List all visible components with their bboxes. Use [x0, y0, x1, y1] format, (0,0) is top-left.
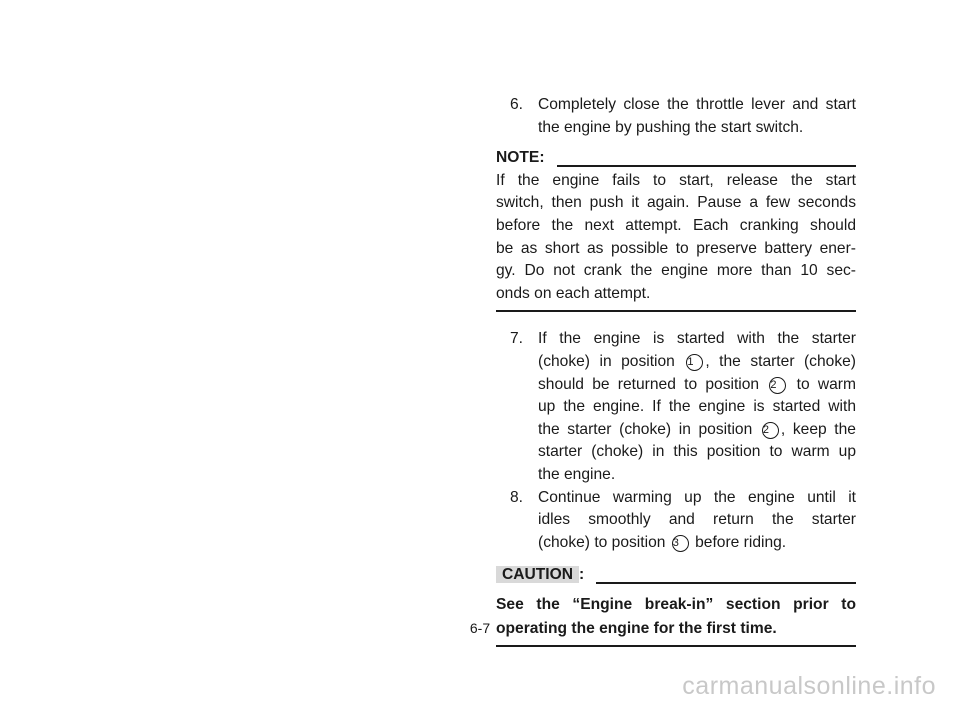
step-line: the engine by pushing the start switch. [538, 118, 804, 136]
note-line: onds on each attempt. [496, 284, 651, 302]
caution-header-rule [596, 582, 856, 584]
step-line: Completely close the throttle lever and start [538, 96, 856, 113]
step-line [538, 351, 856, 374]
page-number: 6-7 [469, 620, 491, 636]
step-text: the starter (choke) in position [538, 420, 753, 438]
position-2-marker: 2 [769, 377, 786, 394]
note-header-rule [557, 165, 856, 167]
step-text: (choke) in position [538, 352, 675, 370]
step-body [538, 487, 856, 555]
step-line: up the engine. If the engine is started with [538, 398, 856, 416]
step-line: idles smoothly and return the starter [538, 511, 856, 529]
step-line [538, 419, 856, 442]
manual-text-column [496, 94, 856, 647]
note-line: be as short as possible to preserve battery ener- [496, 239, 856, 257]
step-line: starter (choke) in this position to warm up [538, 443, 856, 461]
caution-header [496, 564, 856, 587]
step-text: should be returned to position [538, 375, 760, 393]
step-text: before riding. [695, 533, 787, 551]
caution-label: CAUTION [496, 566, 579, 583]
step-number: 7. [510, 330, 524, 348]
note-label: NOTE: [496, 149, 545, 167]
step-line: If the engine is started with the starter [538, 330, 856, 348]
note-header [496, 147, 856, 170]
step-body [538, 328, 856, 486]
step-body [538, 94, 856, 139]
step-6 [496, 94, 856, 139]
step-line [538, 532, 856, 555]
step-text: , the starter (choke) [705, 352, 856, 370]
step-line: Continue warming up the engine until it [538, 488, 856, 506]
position-3-marker: 3 [672, 535, 689, 552]
step-number: 8. [510, 488, 524, 506]
caution-colon: : [579, 566, 585, 584]
note-line: switch, then push it again. Pause a few seconds [496, 194, 856, 212]
caution-line: See the “Engine break-in” section prior to [496, 595, 856, 613]
step-text: to warm [796, 375, 856, 393]
step-number: 6. [510, 96, 524, 113]
watermark: carmanualsonline.info [682, 672, 936, 700]
caution-end-rule [496, 645, 856, 647]
step-8 [496, 487, 856, 555]
step-line: the engine. [538, 465, 616, 483]
position-2-marker: 2 [762, 422, 779, 439]
step-line [538, 374, 856, 397]
step-7 [496, 328, 856, 486]
caution-title [496, 564, 584, 587]
step-text: , keep the [780, 420, 856, 438]
note-line: If the engine fails to start, release the start [496, 171, 856, 189]
note-line: gy. Do not crank the engine more than 10 sec- [496, 262, 856, 280]
caution-line: operating the engine for the first time. [496, 619, 777, 637]
note-body [496, 170, 856, 306]
note-end-rule [496, 310, 856, 312]
step-text: (choke) to position [538, 533, 666, 551]
position-1-marker: 1 [686, 354, 703, 371]
note-line: before the next attempt. Each cranking should [496, 216, 856, 234]
